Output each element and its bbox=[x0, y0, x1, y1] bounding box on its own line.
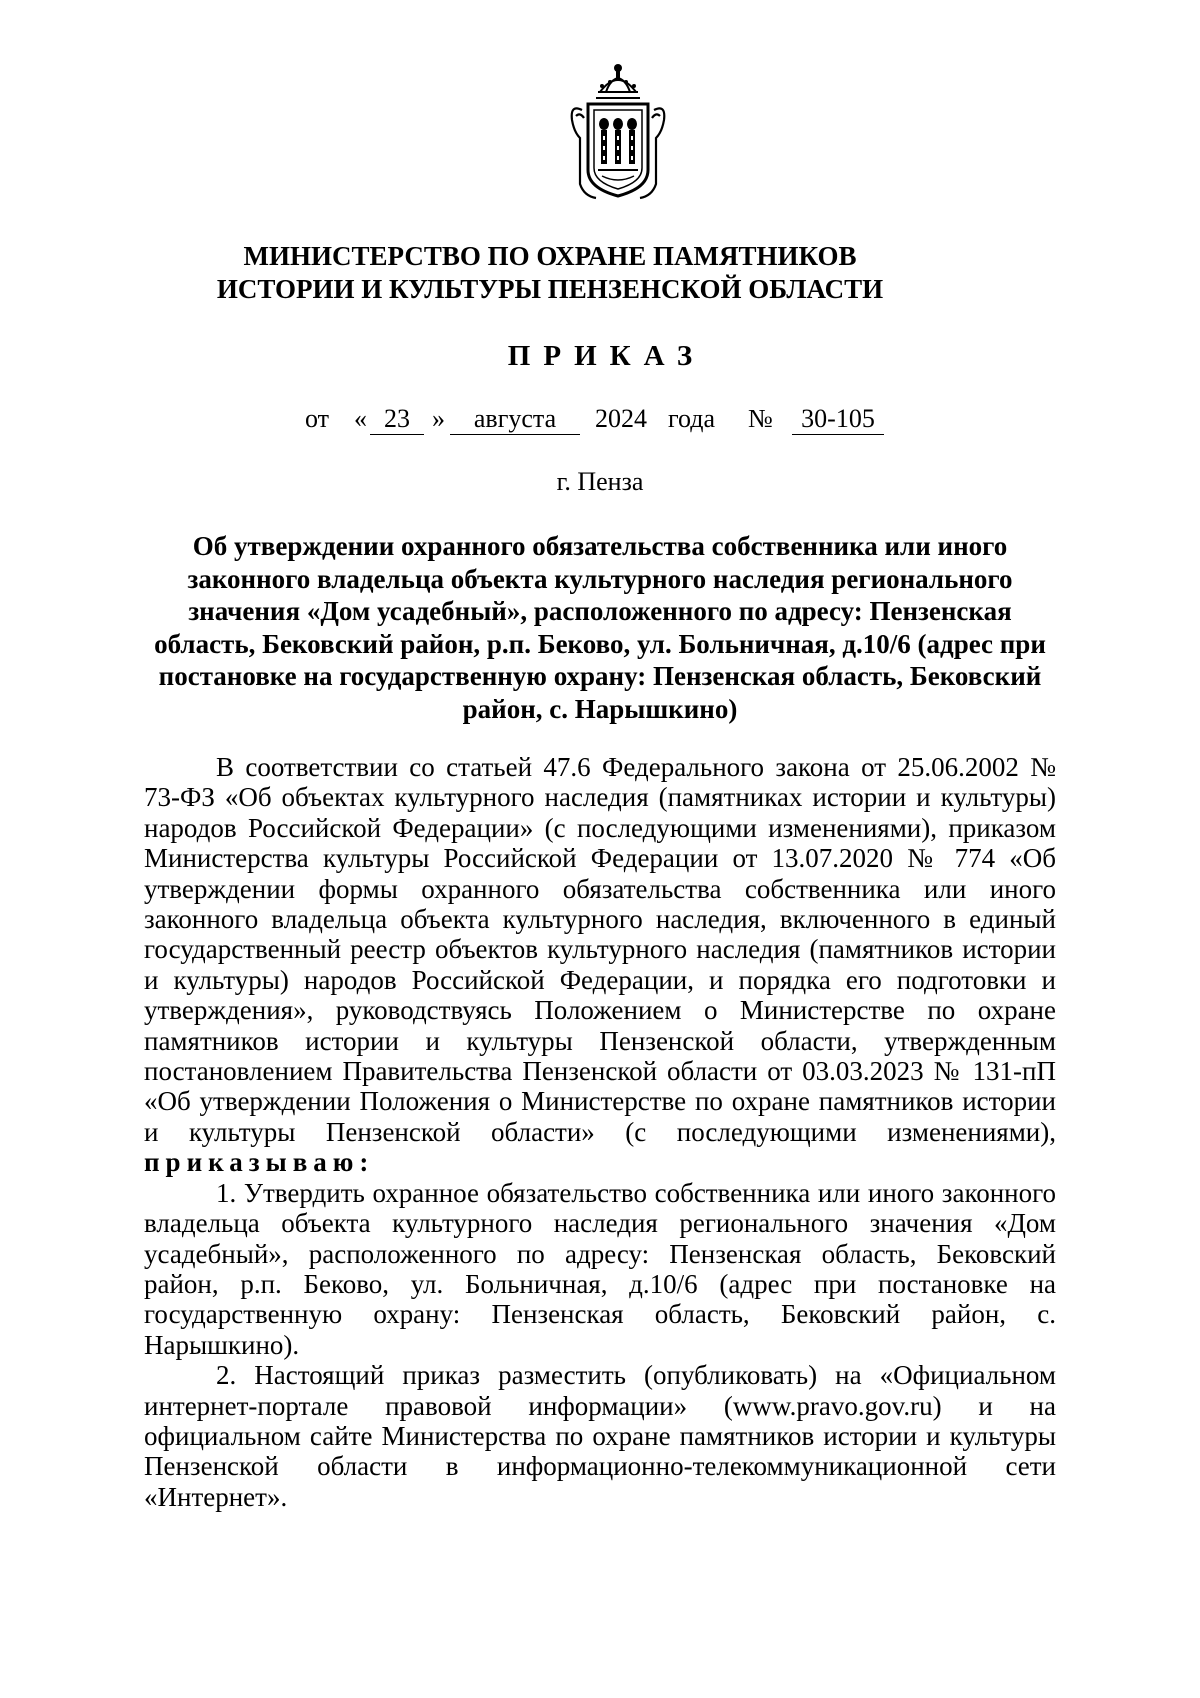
date-year: 2024 bbox=[595, 404, 647, 433]
city-label: г. Пенза bbox=[556, 467, 644, 496]
document-body bbox=[144, 752, 1056, 1512]
coat-of-arms-emblem bbox=[566, 58, 670, 206]
date-number-line bbox=[0, 404, 1200, 438]
order-number-field: 30-105 bbox=[792, 404, 884, 435]
number-sign: № bbox=[748, 404, 773, 433]
date-day-field: 23 bbox=[370, 404, 424, 435]
year-word: года bbox=[668, 404, 716, 433]
order-verb: приказываю: bbox=[144, 1147, 375, 1178]
order-item-1: 1. Утвердить охранное обязательство собственника или иного законного владельца объекта культурного наследия регионального значения «Дом усадебный», расположенного по адресу: Пензенская область, Бековский район, р.п. Беково, ул. Больничная, д.10/6 (адрес при постановке на государственную охрану: Пензенская область, Бековский район, с. Нарышкино). bbox=[144, 1177, 1056, 1360]
preamble-text: В соответствии со статьей 47.6 Федерального закона от 25.06.2002 № 73-ФЗ «Об объектах культурного наследия (памятниках истории и культуры) народов Российской Федерации» (с последующими изменениями), приказом Министерства культуры Российской Федерации от 13.07.2020 № 774 «Об утверждении формы охранного обязательства собственника или иного законного владельца объекта культурного наследия, включенного в единый государственный реестр объектов культурного наследия (памятников истории и культуры) народов Российской Федерации, и порядка его подготовки и утверждения», руководствуясь Положением о Министерстве по охране памятников истории и культуры Пензенской области, утвержденным постановлением Правительства Пензенской области от 03.03.2023 № 131-пП «Об утверждении Положения о Министерстве по охране памятников истории и культуры Пензенской области» (с последующими изменениями), bbox=[144, 752, 1056, 1147]
preamble-paragraph bbox=[144, 752, 1056, 1178]
ministry-name bbox=[150, 240, 950, 306]
date-month-field: августа bbox=[450, 404, 580, 435]
order-item-2: 2. Настоящий приказ разместить (опубликовать) на «Официальном интернет-портале правовой информации» (www.pravo.gov.ru) и на официальном сайте Министерства по охране памятников истории и культуры Пензенской области в информационно-телекоммуникационной сети «Интернет». bbox=[144, 1360, 1056, 1512]
document-type-heading: ПРИКАЗ bbox=[507, 340, 706, 372]
close-quote: » bbox=[432, 404, 445, 433]
ministry-name-line-2: ИСТОРИИ И КУЛЬТУРЫ ПЕНЗЕНСКОЙ ОБЛАСТИ bbox=[216, 274, 884, 304]
date-prefix: от bbox=[305, 404, 330, 433]
document-subject: Об утверждении охранного обязательства собственника или иного законного владельца объекта культурного наследия регионального значения «Дом усадебный», расположенного по адресу: Пензенская область, Бековский район, р.п. Беково, ул. Больничная, д.10/6 (адрес при постановке на государственную охрану: Пензенская область, Бековский район, с. Нарышкино) bbox=[154, 531, 1046, 724]
ministry-name-line-1: МИНИСТЕРСТВО ПО ОХРАНЕ ПАМЯТНИКОВ bbox=[243, 241, 857, 271]
open-quote: « bbox=[354, 404, 367, 433]
